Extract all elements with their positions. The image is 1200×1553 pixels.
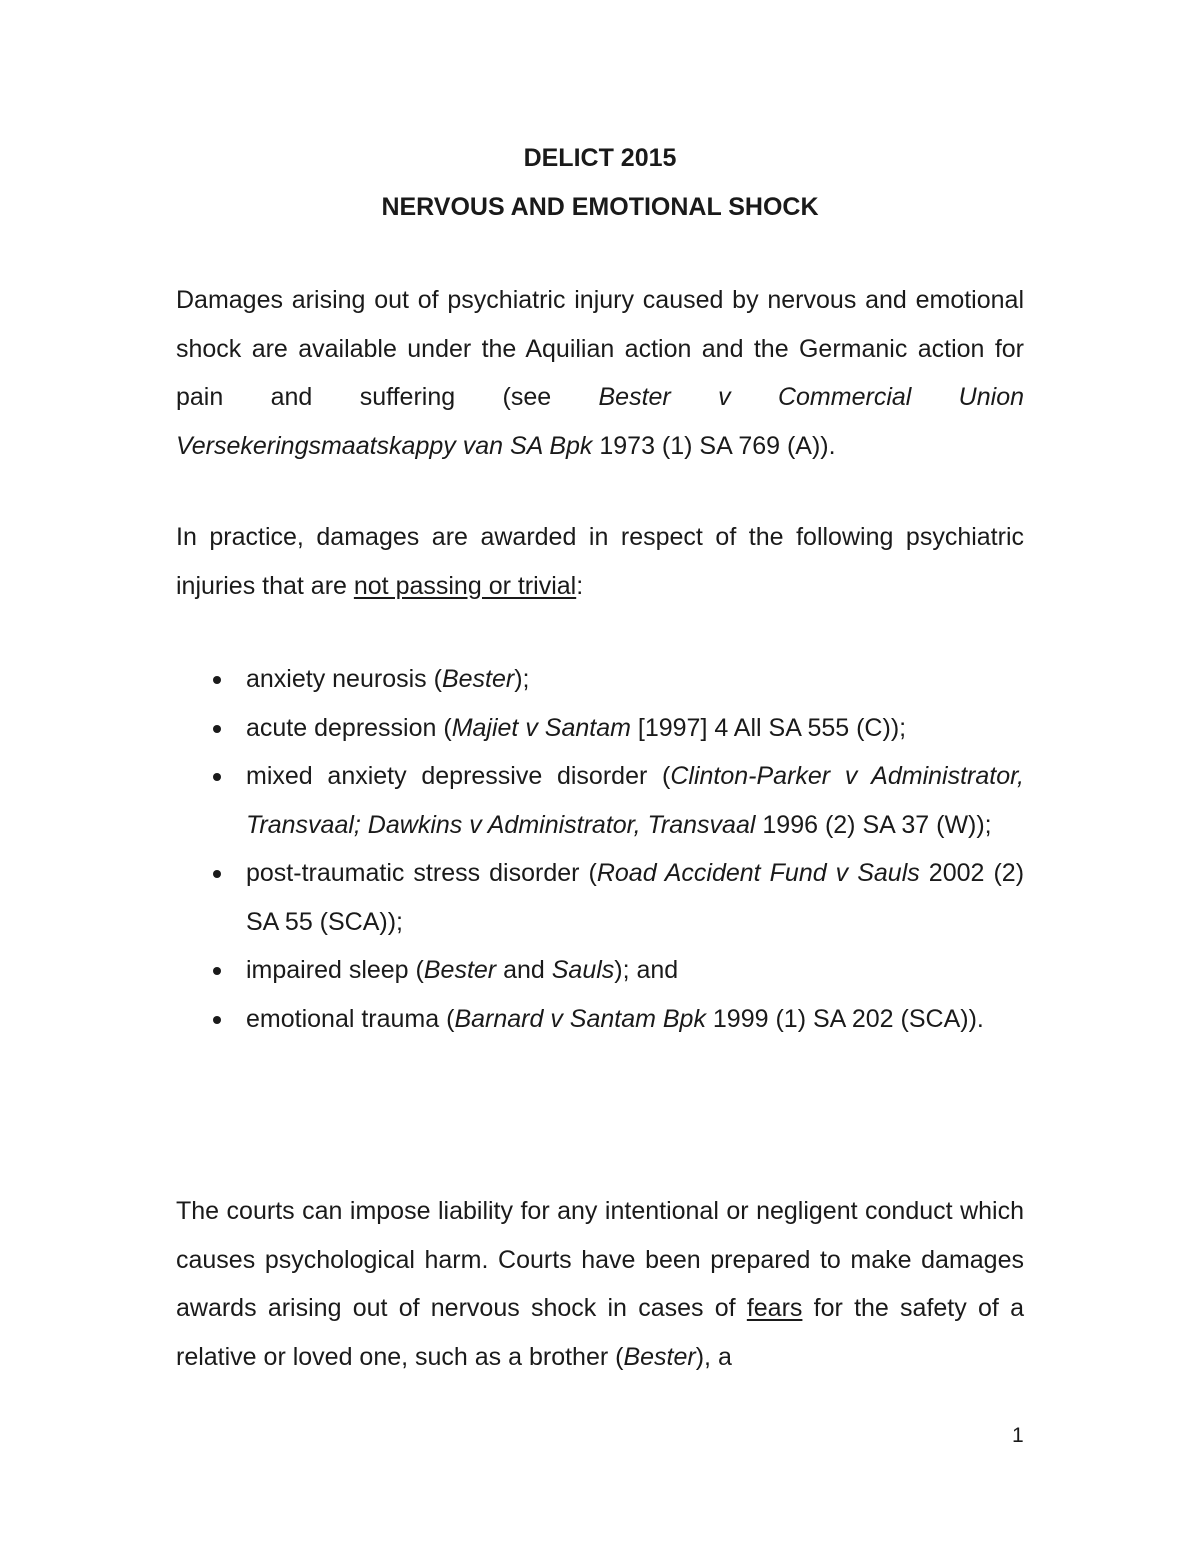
bullet-icon: [213, 1016, 221, 1024]
case-citation: Bester v Commercial Union Versekeringsmaatskappy van SA Bpk: [176, 383, 1025, 460]
paragraph-liability-text-end: ), a: [695, 1342, 732, 1371]
list-item-text: 1996 (2) SA 37 (W));: [755, 810, 992, 839]
list-item-text: ); and: [614, 956, 679, 984]
list-item: [176, 704, 1024, 753]
case-citation: Bester: [423, 956, 497, 984]
case-citation: Majiet v Santam: [451, 713, 631, 742]
document-subtitle: NERVOUS AND EMOTIONAL SHOCK: [381, 193, 819, 221]
bullet-icon: [213, 725, 221, 733]
list-item: [176, 946, 1024, 995]
list-item-text: 2002 (2) SA 55 (SCA));: [246, 859, 1025, 936]
bullet-icon: [213, 676, 221, 684]
underlined-phrase: not passing or trivial: [353, 571, 577, 600]
list-item: [176, 752, 1024, 849]
paragraph-intro: [176, 276, 1024, 470]
case-citation: Road Accident Fund v Sauls: [596, 859, 920, 887]
page-number: 1: [1012, 1424, 1024, 1447]
bullet-icon: [213, 870, 221, 878]
bullet-icon: [213, 773, 221, 781]
list-item-text: and: [496, 956, 552, 984]
paragraph-liability: [176, 1187, 1024, 1381]
paragraph-liability-text: The courts can impose liability for any intentional or negligent conduct which causes psychological harm. Courts have been prepared to make damages awards arising out of nervous shock in cases of: [176, 1197, 1024, 1322]
list-item: [176, 655, 1024, 704]
case-citation-bester: Bester: [623, 1342, 696, 1371]
document-title: DELICT 2015: [523, 144, 677, 172]
injury-list: [176, 655, 1024, 1043]
bullet-icon: [213, 967, 221, 975]
paragraph-practice-text: In practice, damages are awarded in respect of the following psychiatric injuries that are: [176, 523, 1024, 600]
case-citation: Barnard v Santam Bpk: [454, 1004, 706, 1033]
paragraph-practice: [176, 513, 1024, 610]
list-item-text: );: [514, 665, 530, 693]
paragraph-intro-text-end: 1973 (1) SA 769 (A)).: [592, 431, 836, 460]
case-citation: Clinton-Parker v Administrator, Transvaal; Dawkins v Administrator, Transvaal: [246, 762, 1024, 839]
paragraph-liability-text-mid: for the safety of a relative or loved one, such as a brother (: [176, 1294, 1024, 1371]
list-item-text: 1999 (1) SA 202 (SCA)).: [705, 1004, 984, 1033]
paragraph-practice-colon: :: [576, 571, 584, 600]
case-citation: Sauls: [551, 956, 615, 984]
paragraph-intro-text: Damages arising out of psychiatric injury caused by nervous and emotional shock are available under the Aquilian action and the Germanic action for pain and suffering (see: [176, 286, 1024, 411]
list-item-text: anxiety neurosis (: [246, 665, 442, 693]
list-item: [176, 995, 1024, 1044]
case-citation: Bester: [441, 665, 515, 693]
list-item: [176, 849, 1024, 946]
list-item-text: emotional trauma (: [246, 1004, 455, 1033]
list-item-text: acute depression (: [246, 713, 452, 742]
list-item-text: mixed anxiety depressive disorder (: [246, 762, 671, 790]
list-item-text: post-traumatic stress disorder (: [246, 859, 597, 887]
underlined-word-fears: fears: [746, 1294, 803, 1322]
list-item-text: [1997] 4 All SA 555 (C));: [630, 713, 907, 742]
list-item-text: impaired sleep (: [246, 956, 424, 984]
